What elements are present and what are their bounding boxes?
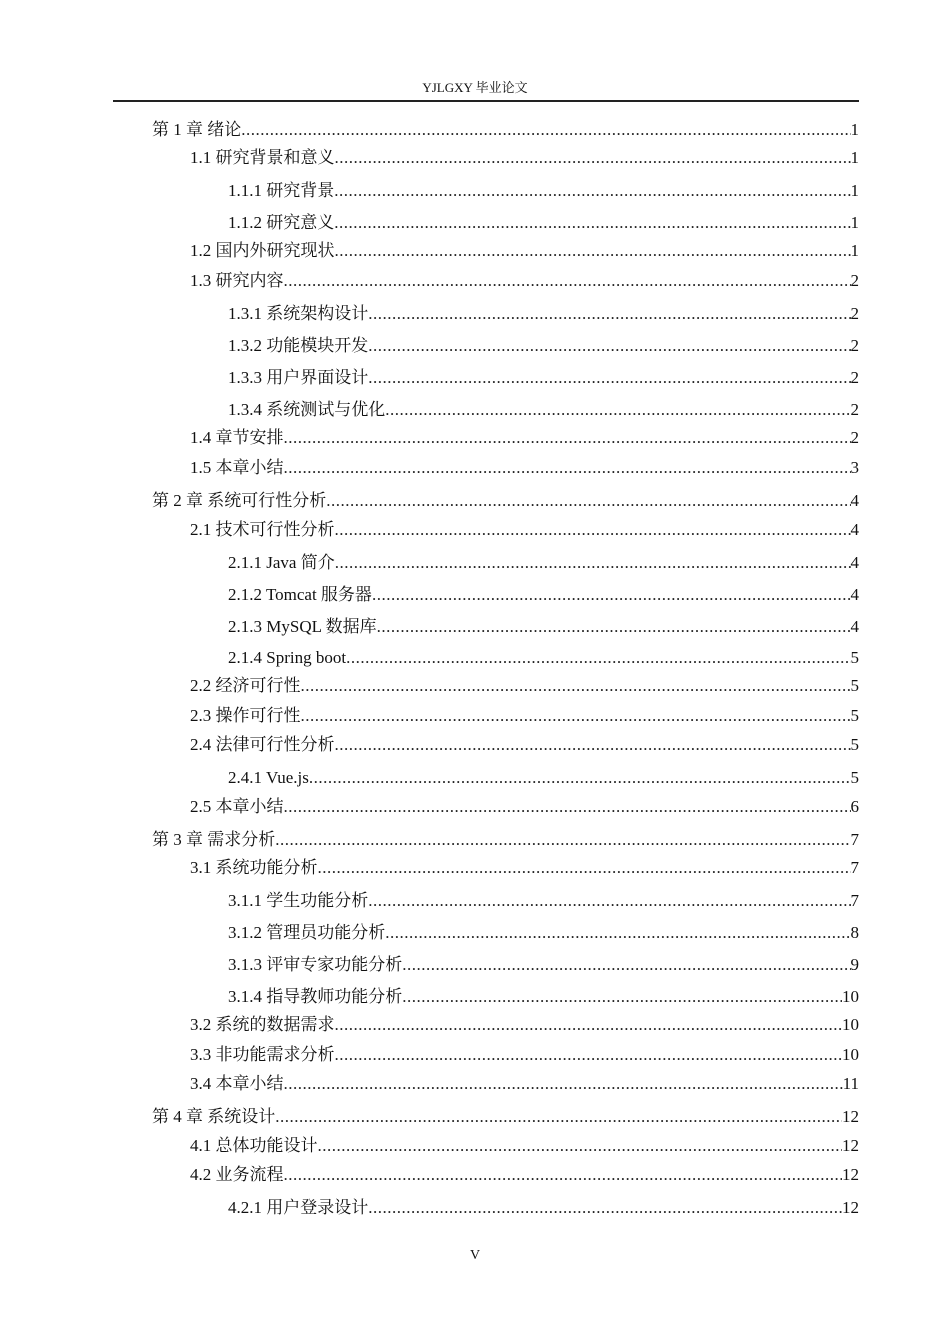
toc-entry[interactable] (228, 922, 859, 944)
toc-entry-title: 第 2 章 系统可行性分析 (152, 491, 327, 510)
toc-entry-title: 3.1 系统功能分析 (190, 858, 318, 877)
toc-entry[interactable] (190, 796, 859, 818)
toc-dot-leader (309, 767, 851, 789)
toc-entry-title: 1.1.2 研究意义 (228, 213, 335, 232)
toc-entry-title: 2.1.2 Tomcat 服务器 (228, 585, 372, 604)
toc-dot-leader (275, 829, 850, 851)
toc-dot-leader (284, 1164, 843, 1186)
toc-entry[interactable] (190, 734, 859, 756)
toc-entry-title: 2.1.1 Java 简介 (228, 553, 335, 572)
toc-dot-leader (335, 1014, 843, 1036)
toc-entry-title: 4.2 业务流程 (190, 1165, 284, 1184)
toc-entry-page: 4 (850, 520, 859, 539)
toc-entry-page: 11 (842, 1074, 859, 1093)
toc-dot-leader (346, 647, 850, 669)
toc-entry[interactable] (228, 986, 859, 1008)
toc-entry[interactable] (190, 1135, 859, 1157)
toc-dot-leader (368, 335, 850, 357)
toc-entry-page: 2 (850, 400, 859, 419)
toc-dot-leader (284, 796, 851, 818)
toc-entry-page: 2 (850, 304, 859, 323)
toc-entry-page: 12 (842, 1198, 859, 1217)
toc-dot-leader (335, 519, 851, 541)
toc-entry-title: 1.3 研究内容 (190, 271, 284, 290)
toc-entry-page: 5 (850, 706, 859, 725)
toc-entry-title: 第 4 章 系统设计 (152, 1107, 276, 1126)
toc-entry[interactable] (190, 240, 859, 262)
toc-entry[interactable] (228, 954, 859, 976)
toc-entry[interactable] (228, 767, 859, 789)
toc-entry-page: 5 (850, 768, 859, 787)
toc-entry-page: 10 (842, 987, 859, 1006)
toc-dot-leader (385, 922, 850, 944)
toc-entry-page: 1 (850, 120, 859, 139)
toc-entry-page: 4 (850, 553, 859, 572)
toc-entry-title: 3.1.3 评审专家功能分析 (228, 955, 403, 974)
toc-dot-leader (301, 705, 851, 727)
toc-entry-title: 2.4.1 Vue.js (228, 768, 309, 787)
toc-entry-page: 3 (850, 458, 859, 477)
toc-entry-page: 4 (850, 585, 859, 604)
toc-entry[interactable] (228, 399, 859, 421)
toc-entry-title: 4.1 总体功能设计 (190, 1136, 318, 1155)
toc-entry-title: 第 1 章 绪论 (152, 120, 242, 139)
toc-entry-page: 10 (842, 1015, 859, 1034)
toc-dot-leader (402, 986, 842, 1008)
toc-entry-page: 5 (850, 676, 859, 695)
toc-entry[interactable] (190, 675, 859, 697)
toc-entry-page: 12 (842, 1165, 859, 1184)
toc-entry[interactable] (228, 890, 859, 912)
toc-dot-leader (335, 734, 851, 756)
toc-dot-leader (402, 954, 850, 976)
toc-entry[interactable] (190, 457, 859, 479)
toc-dot-leader (318, 857, 851, 879)
toc-entry-title: 1.3.3 用户界面设计 (228, 368, 369, 387)
toc-entry[interactable] (228, 584, 859, 606)
toc-entry[interactable] (228, 180, 859, 202)
toc-dot-leader (284, 270, 851, 292)
toc-dot-leader (368, 1197, 842, 1219)
toc-entry-page: 7 (850, 858, 859, 877)
toc-dot-leader (318, 1135, 843, 1157)
page-header: YJLGXY 毕业论文 (422, 80, 528, 95)
toc-entry[interactable] (190, 270, 859, 292)
toc-entry-title: 1.1.1 研究背景 (228, 181, 335, 200)
toc-entry-title: 2.1.3 MySQL 数据库 (228, 617, 377, 636)
toc-entry[interactable] (152, 1106, 859, 1128)
toc-entry[interactable] (190, 705, 859, 727)
toc-entry[interactable] (228, 647, 859, 669)
toc-entry[interactable] (152, 829, 859, 851)
toc-entry[interactable] (190, 857, 859, 879)
toc-entry-title: 2.5 本章小结 (190, 797, 284, 816)
toc-dot-leader (385, 399, 850, 421)
toc-entry-page: 2 (850, 271, 859, 290)
toc-dot-leader (335, 1044, 843, 1066)
toc-entry[interactable] (228, 303, 859, 325)
toc-dot-leader (335, 240, 851, 262)
toc-entry[interactable] (152, 490, 859, 512)
toc-entry-page: 2 (850, 428, 859, 447)
toc-entry-title: 3.3 非功能需求分析 (190, 1045, 335, 1064)
toc-entry-page: 2 (850, 336, 859, 355)
toc-entry-title: 1.1 研究背景和意义 (190, 148, 335, 167)
toc-dot-leader (368, 303, 850, 325)
toc-entry-page: 5 (850, 735, 859, 754)
toc-entry-page: 1 (850, 148, 859, 167)
toc-dot-leader (335, 147, 851, 169)
toc-entry[interactable] (190, 1073, 859, 1095)
toc-entry-page: 9 (850, 955, 859, 974)
toc-entry-title: 1.2 国内外研究现状 (190, 241, 335, 260)
toc-entry[interactable] (228, 552, 859, 574)
toc-entry-title: 1.3.4 系统测试与优化 (228, 400, 386, 419)
toc-entry-page: 8 (850, 923, 859, 942)
toc-entry-title: 1.3.1 系统架构设计 (228, 304, 369, 323)
toc-entry-title: 1.4 章节安排 (190, 428, 284, 447)
toc-entry-page: 5 (850, 648, 859, 667)
toc-dot-leader (368, 367, 850, 389)
toc-entry-title: 第 3 章 需求分析 (152, 830, 276, 849)
toc-dot-leader (326, 490, 850, 512)
toc-entry[interactable] (228, 212, 859, 234)
toc-entry[interactable] (190, 427, 859, 449)
toc-entry-page: 4 (850, 491, 859, 510)
toc-entry-title: 3.1.1 学生功能分析 (228, 891, 369, 910)
toc-entry[interactable] (190, 519, 859, 541)
toc-dot-leader (301, 675, 851, 697)
toc-entry[interactable] (228, 1197, 859, 1219)
toc-entry-title: 2.1 技术可行性分析 (190, 520, 335, 539)
page-number: V (469, 1248, 481, 1263)
toc-entry-page: 7 (850, 830, 859, 849)
toc-dot-leader (368, 890, 850, 912)
toc-entry-title: 3.2 系统的数据需求 (190, 1015, 335, 1034)
toc-dot-leader (334, 212, 850, 234)
toc-entry[interactable] (190, 1044, 859, 1066)
toc-dot-leader (275, 1106, 842, 1128)
toc-entry-page: 2 (850, 368, 859, 387)
toc-entry[interactable] (228, 367, 859, 389)
toc-entry[interactable] (228, 616, 859, 638)
toc-entry-title: 1.5 本章小结 (190, 458, 284, 477)
toc-dot-leader (284, 457, 851, 479)
toc-entry-page: 1 (850, 181, 859, 200)
toc-entry-title: 1.3.2 功能模块开发 (228, 336, 369, 355)
toc-dot-leader (284, 427, 851, 449)
toc-entry-page: 1 (850, 213, 859, 232)
toc-entry-title: 3.1.2 管理员功能分析 (228, 923, 386, 942)
toc-entry-title: 3.1.4 指导教师功能分析 (228, 987, 403, 1006)
toc-entry-page: 6 (850, 797, 859, 816)
toc-dot-leader (335, 552, 851, 574)
toc-entry-title: 2.3 操作可行性 (190, 706, 301, 725)
toc-entry-title: 2.2 经济可行性 (190, 676, 301, 695)
toc-entry-page: 10 (842, 1045, 859, 1064)
toc-entry-title: 3.4 本章小结 (190, 1074, 284, 1093)
toc-entry[interactable] (190, 147, 859, 169)
toc-entry-page: 12 (842, 1136, 859, 1155)
toc-entry-title: 2.1.4 Spring boot (228, 648, 347, 667)
toc-dot-leader (377, 616, 851, 638)
toc-dot-leader (334, 180, 850, 202)
toc-entry[interactable] (152, 119, 859, 141)
toc-entry-title: 4.2.1 用户登录设计 (228, 1198, 369, 1217)
toc-entry-page: 1 (850, 241, 859, 260)
toc-entry-title: 2.4 法律可行性分析 (190, 735, 335, 754)
toc-entry-page: 12 (842, 1107, 859, 1126)
toc-entry[interactable] (228, 335, 859, 357)
toc-entry-page: 7 (850, 891, 859, 910)
toc-entry-page: 4 (850, 617, 859, 636)
toc-dot-leader (372, 584, 851, 606)
toc-dot-leader (284, 1073, 843, 1095)
toc-dot-leader (241, 119, 850, 141)
toc-entry[interactable] (190, 1164, 859, 1186)
toc-entry[interactable] (190, 1014, 859, 1036)
